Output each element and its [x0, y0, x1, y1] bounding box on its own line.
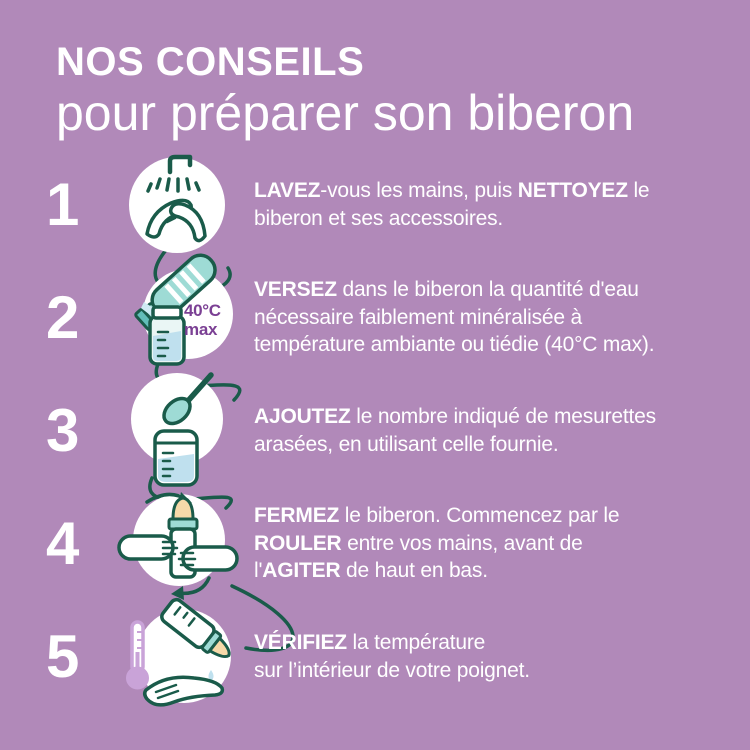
step-number: 2 [46, 283, 80, 351]
step-text: VERSEZ dans le biberon la quantité d'eau nécessaire faiblement minéralisée à température ambiante ou tiédie (40°C max). [254, 277, 655, 357]
check-temperature-icon [112, 600, 244, 713]
step-keyword: NETTOYEZ [517, 178, 628, 202]
step-keyword: ROULER [254, 531, 342, 555]
right-hand-icon [179, 547, 237, 570]
step-keyword: AJOUTEZ [254, 404, 351, 428]
step-keyword: VÉRIFIEZ [254, 630, 347, 654]
step-number: 4 [46, 509, 80, 577]
left-hand-icon [119, 536, 177, 559]
page-subtitle: pour préparer son biberon [56, 85, 635, 141]
step-number: 1 [46, 170, 80, 238]
pour-water-icon [112, 261, 244, 374]
step-row-5 [0, 600, 750, 713]
step-keyword: LAVEZ [254, 178, 321, 202]
step-text: LAVEZ-vous les mains, puis NETTOYEZ le biberon et ses accessoires. [254, 178, 650, 230]
step-text: FERMEZ le biberon. Commencez par le ROULER entre vos mains, avant de l'AGITER de haut en bas. [254, 503, 620, 583]
bottle-jar-icon [155, 431, 197, 485]
wash-hands-icon [112, 148, 244, 261]
step-row-4 [0, 487, 750, 600]
steps-list [0, 148, 750, 750]
baby-bottle-icon [150, 307, 184, 364]
step-row-2 [0, 261, 750, 374]
step-keyword: FERMEZ [254, 503, 340, 527]
roll-and-shake-bottle-icon [112, 487, 244, 600]
step-row-1 [0, 148, 750, 261]
step-row-3 [0, 374, 750, 487]
step-text: AJOUTEZ le nombre indiqué de mesurettes arasées, en utilisant celle fournie. [254, 404, 656, 456]
step-number: 3 [46, 396, 80, 464]
step-keyword: AGITER [262, 559, 341, 583]
header [56, 40, 635, 141]
step-text: VÉRIFIEZ la température sur l’intérieur de votre poignet. [254, 630, 530, 682]
step-keyword: VERSEZ [254, 277, 337, 301]
page-title: NOS CONSEILS [56, 40, 365, 84]
thermometer-icon [128, 622, 148, 688]
add-scoop-icon [112, 374, 244, 487]
step-number: 5 [46, 622, 80, 690]
temperature-max-label: 40°C max [184, 301, 221, 339]
